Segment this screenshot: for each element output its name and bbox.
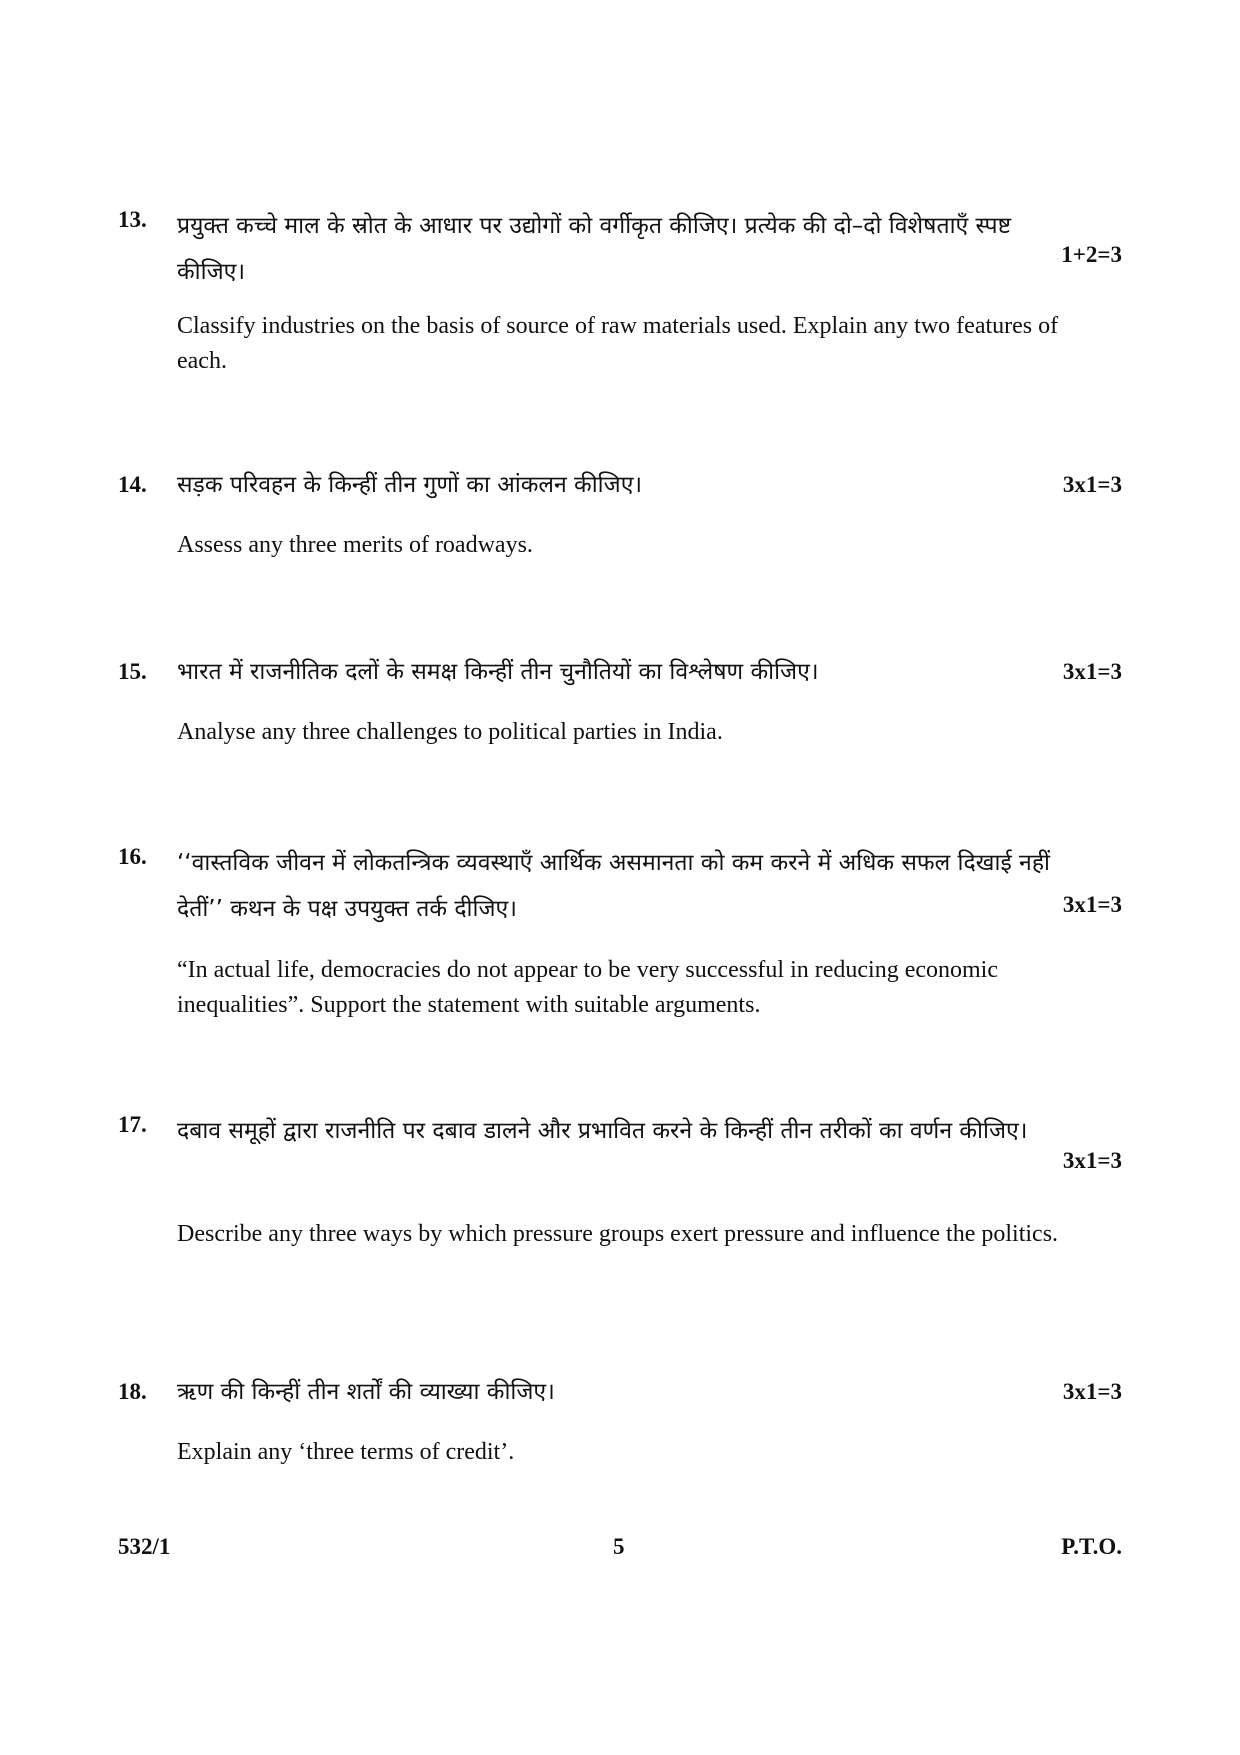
question-text-hindi: दबाव समूहों द्वारा राजनीति पर दबाव डालने और प्रभावित करने के किन्हीं तीन तरीकों का वर्णन कीजिए। [177, 1118, 1028, 1144]
question-text-english: Analyse any three challenges to political parties in India. [177, 719, 723, 745]
marks: 3x1=3 [1062, 472, 1122, 497]
question-text-hindi: सड़क परिवहन के किन्हीं तीन गुणों का आंकलन कीजिए। [177, 472, 643, 498]
question-text-hindi: ‘‘वास्तविक जीवन में लोकतन्त्रिक व्यवस्थाएँ आर्थिक असमानता को कम करने में अधिक सफल दिखाई नहीं देतीं’’ कथन के पक्ष उपयुक्त तर्क दीजिए। [177, 850, 1050, 922]
question-text-hindi: भारत में राजनीतिक दलों के समक्ष किन्हीं तीन चुनौतियों का विश्लेषण कीजिए। [177, 659, 819, 685]
marks: 3x1=3 [1062, 659, 1122, 684]
question-text-hindi: प्रयुक्त कच्चे माल के स्रोत के आधार पर उद्योगों को वर्गीकृत कीजिए। प्रत्येक की दो–दो विशेषताएँ स्पष्ट कीजिए। [177, 213, 1012, 285]
question-text-hindi: ऋण की किन्हीं तीन शर्तों की व्याख्या कीजिए। [177, 1379, 555, 1405]
paper-code: 532/1 [118, 1534, 171, 1559]
question-number: 17. [118, 1112, 147, 1137]
page-turn-over: P.T.O. [1061, 1534, 1122, 1559]
question-number: 15. [118, 659, 147, 684]
question-text-english: Explain any ‘three terms of credit’. [177, 1439, 515, 1465]
question-number: 13. [118, 207, 147, 232]
marks: 3x1=3 [1062, 1379, 1122, 1404]
marks: 1+2=3 [1061, 242, 1122, 267]
page-number: 5 [613, 1534, 625, 1559]
marks: 3x1=3 [1062, 892, 1122, 917]
question-text-english: Classify industries on the basis of source of raw materials used. Explain any two features of each. [177, 313, 1059, 374]
question-text-english: Describe any three ways by which pressure groups exert pressure and influence the politics. [177, 1221, 1059, 1247]
question-number: 16. [118, 844, 147, 869]
question-number: 14. [118, 472, 147, 497]
marks: 3x1=3 [1062, 1148, 1122, 1173]
question-text-english: “In actual life, democracies do not appear to be very successful in reducing economic inequalities”. Support the statement with suitable arguments. [177, 957, 998, 1018]
question-text-english: Assess any three merits of roadways. [177, 532, 533, 558]
question-number: 18. [118, 1379, 147, 1404]
